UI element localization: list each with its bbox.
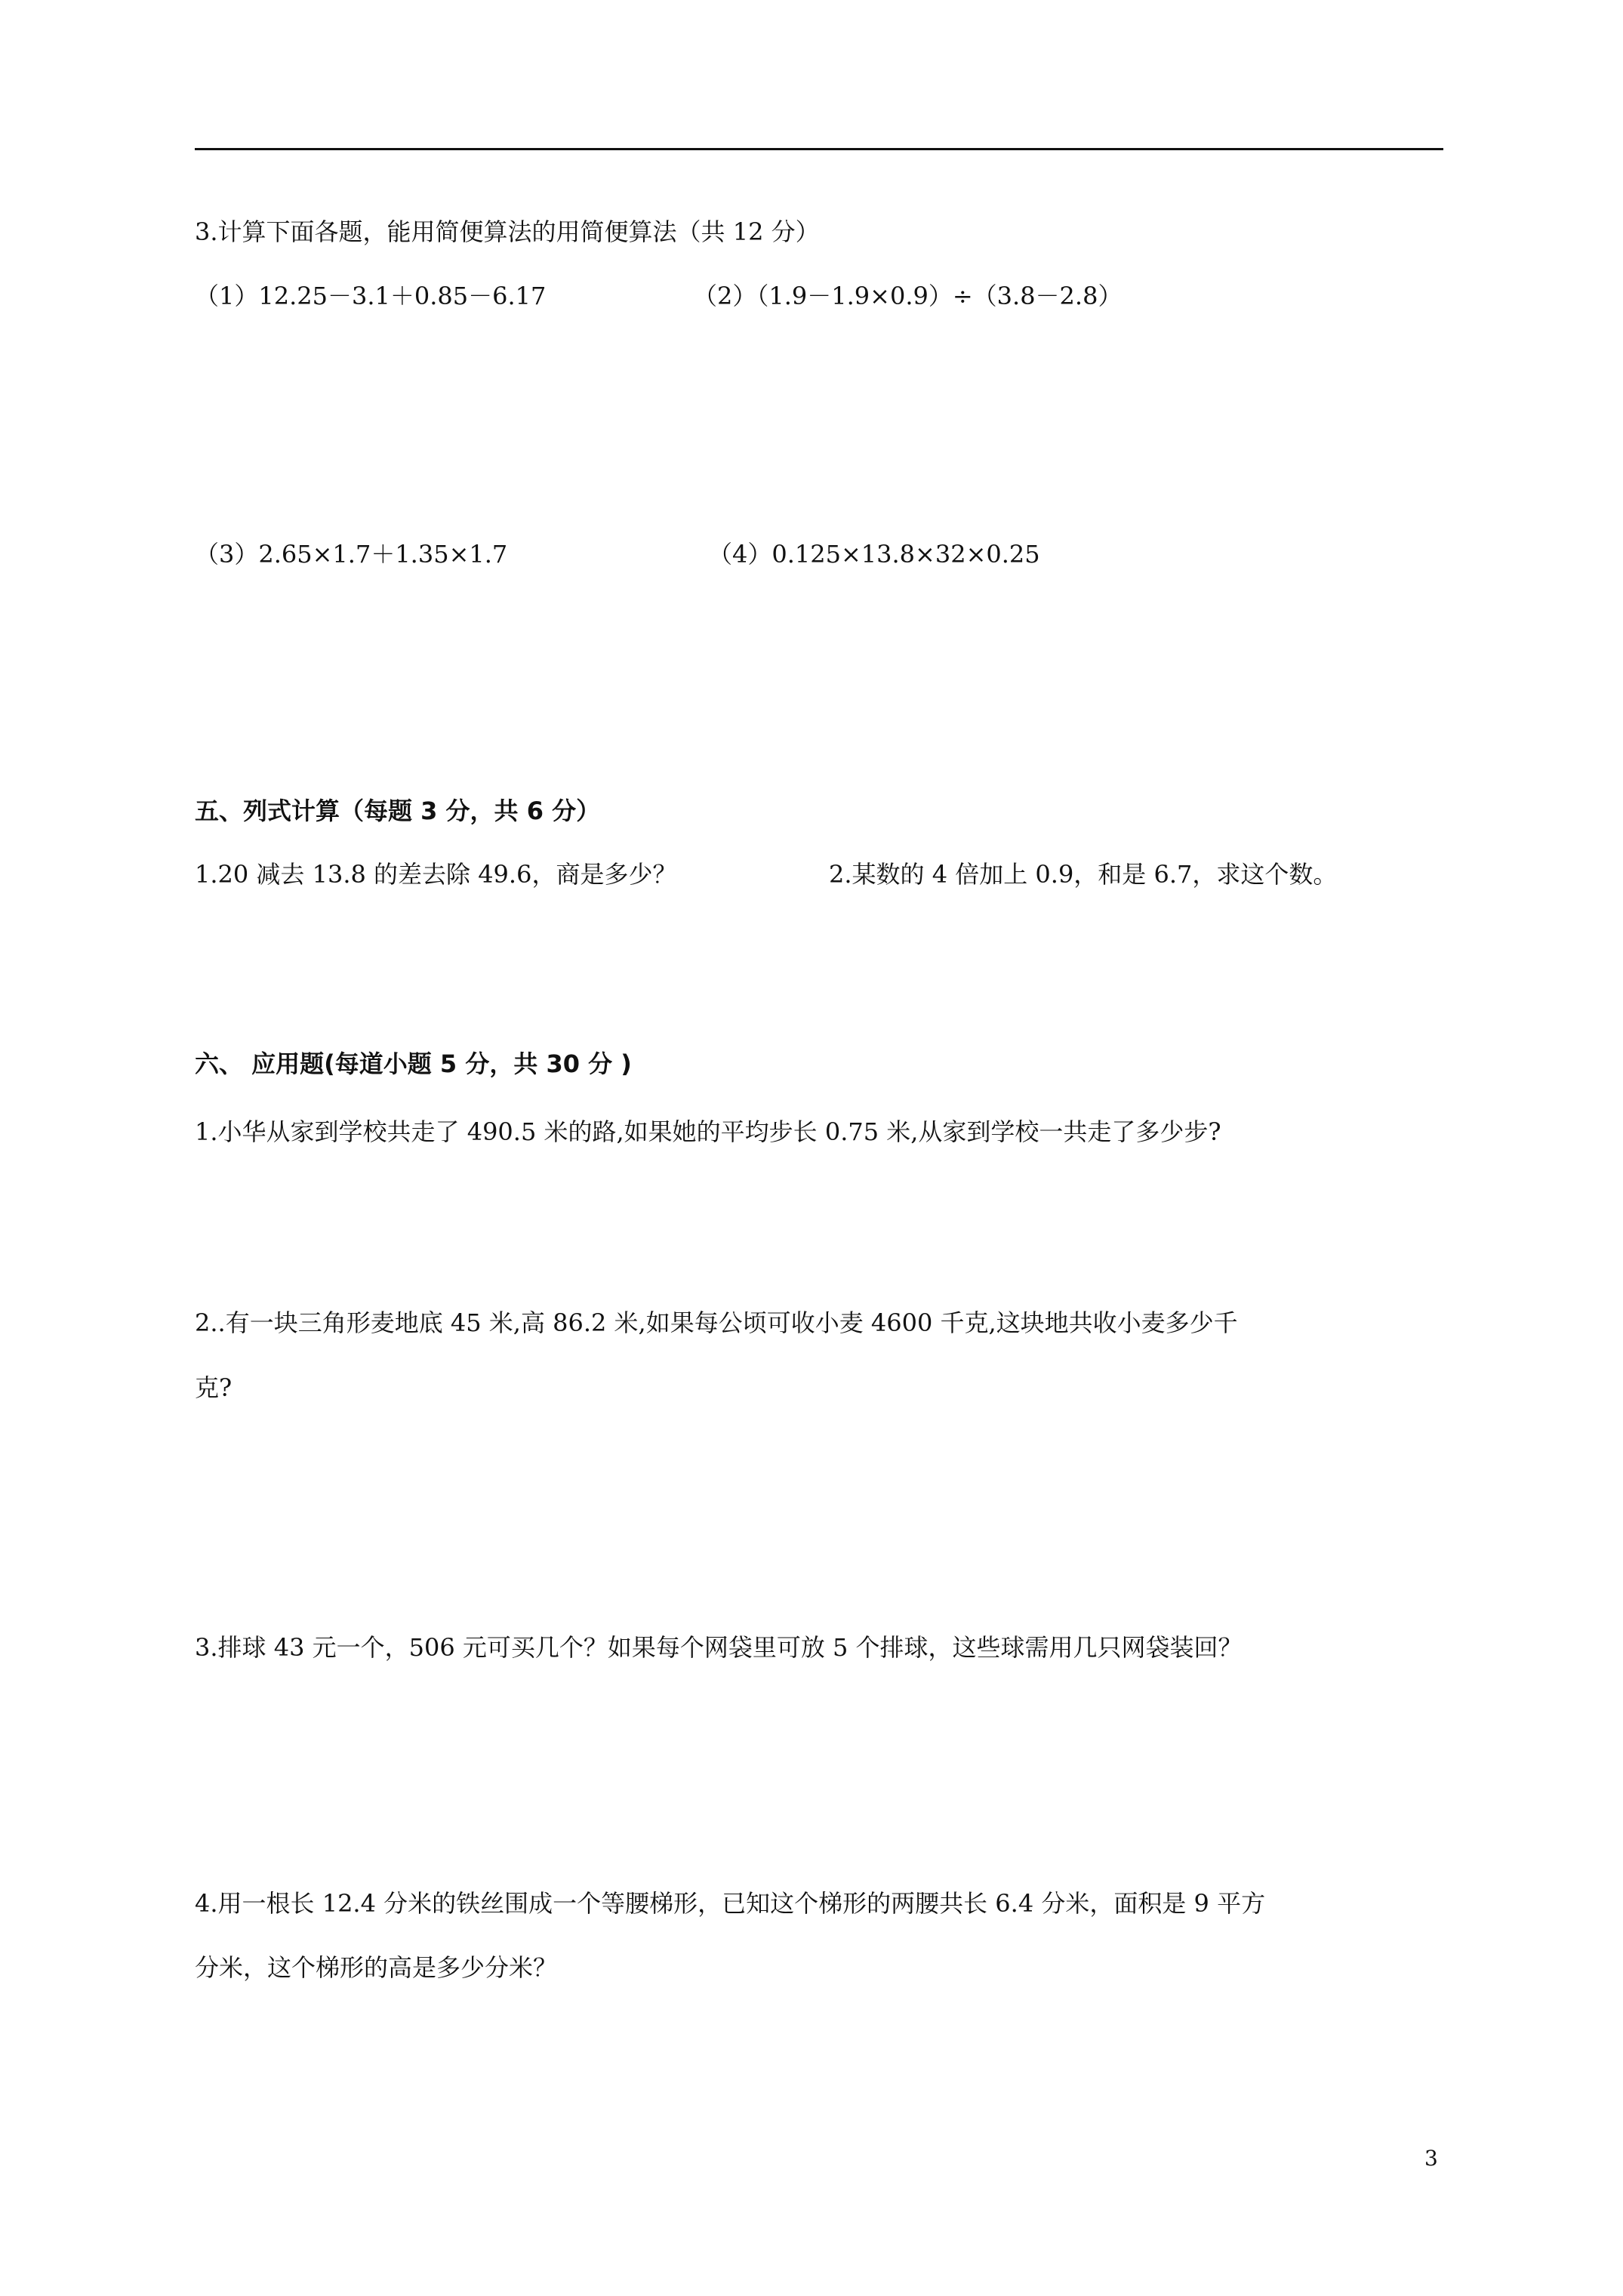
calc-item-4: （4）0.125×13.8×32×0.25 <box>708 540 1040 569</box>
application-question-2-line-1: 2..有一块三角形麦地底 45 米,高 86.2 米,如果每公顷可收小麦 4600 千克,这块地共收小麦多少千 <box>195 1308 1238 1337</box>
page-number: 3 <box>1424 2146 1438 2171</box>
application-question-3: 3.排球 43 元一个，506 元可买几个？如果每个网袋里可放 5 个排球，这些球需用几只网袋装回？ <box>195 1633 1243 1662</box>
calc-question-title: 3.计算下面各题，能用简便算法的用简便算法（共 12 分） <box>195 217 820 246</box>
application-question-4-line-1: 4.用一根长 12.4 分米的铁丝围成一个等腰梯形，已知这个梯形的两腰共长 6.4 分米，面积是 9 平方 <box>195 1889 1266 1918</box>
section-5-question-1: 1.20 减去 13.8 的差去除 49.6，商是多少？ <box>195 860 677 889</box>
calc-item-3: （3）2.65×1.7＋1.35×1.7 <box>195 540 508 569</box>
calc-item-1: （1）12.25－3.1＋0.85－6.17 <box>195 282 547 310</box>
application-question-4-line-2: 分米，这个梯形的高是多少分米？ <box>195 1953 558 1982</box>
application-question-1: 1.小华从家到学校共走了 490.5 米的路,如果她的平均步长 0.75 米,从家到学校一共走了多少步? <box>195 1117 1221 1146</box>
header-rule <box>195 148 1443 150</box>
section-5-question-2: 2.某数的 4 倍加上 0.9，和是 6.7，求这个数。 <box>829 860 1338 889</box>
application-question-2-line-2: 克? <box>195 1373 233 1402</box>
calc-item-2: （2）（1.9－1.9×0.9）÷（3.8－2.8） <box>693 282 1123 310</box>
section-6-heading: 六、 应用题(每道小题 5 分，共 30 分 ) <box>195 1049 632 1078</box>
section-5-heading: 五、列式计算（每题 3 分，共 6 分） <box>195 797 601 825</box>
